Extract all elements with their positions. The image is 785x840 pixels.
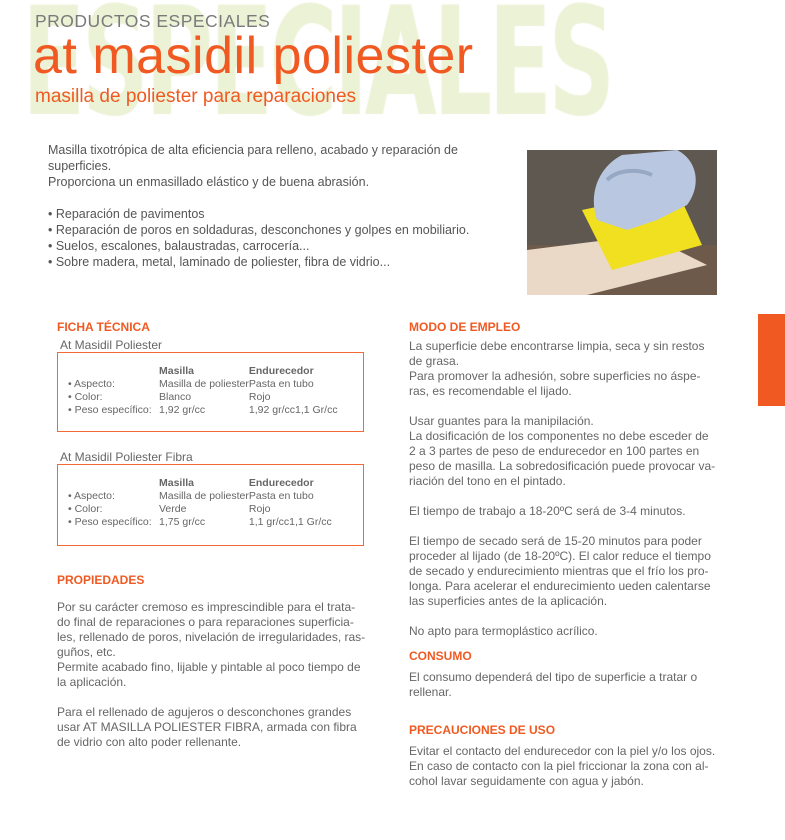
text-line: La dosificación de los componentes no debe esceder de (409, 429, 709, 443)
text-line: • Peso específico: (68, 404, 152, 416)
text-line: do final de reparaciones o para reparaciones superficia- (57, 615, 354, 629)
text-line: de secado y endurecimiento mientras que el frío los pro- (409, 564, 709, 578)
product-subtitle: masilla de poliester para reparaciones (35, 86, 357, 107)
intro-line: superficies. (48, 159, 112, 173)
intro-line: Proporciona un enmasillado elástico y de buena abrasión. (48, 175, 370, 189)
precauciones-text (409, 744, 715, 789)
text-line: No apto para termoplástico acrílico. (409, 624, 598, 638)
bullet-item: • Reparación de pavimentos (48, 207, 205, 221)
bullet-item: • Sobre madera, metal, laminado de poliester, fibra de vidrio... (48, 255, 391, 269)
text-line: Pasta en tubo (248, 490, 314, 502)
text-line: El tiempo de trabajo a 18-20ºC será de 3-4 minutos. (409, 504, 686, 518)
consumo-heading: CONSUMO (409, 649, 472, 663)
text-line: • Aspecto: (68, 490, 115, 502)
column-header: Endurecedor (248, 365, 314, 377)
text-line: Blanco (159, 391, 192, 403)
modo-empleo-text (409, 339, 715, 639)
text-line: la aplicación. (57, 675, 127, 689)
text-line: guños, etc. (57, 645, 116, 659)
text-line: Rojo (248, 503, 271, 515)
text-line: ras, es recomendable el lijado. (409, 384, 572, 398)
product-title: at masidil poliester (33, 27, 474, 85)
text-line: El tiempo de secado será de 15-20 minutos para poder (409, 534, 702, 548)
text-line: de vidrio con alto poder rellenante. (57, 735, 242, 749)
table-row (68, 391, 338, 404)
text-line: Para el rellenado de agujeros o desconchones grandes (57, 705, 352, 719)
section-tab-marker (758, 314, 785, 406)
text-line: Verde (159, 503, 187, 515)
column-header: Masilla (159, 477, 195, 489)
text-line: Pasta en tubo (248, 378, 314, 390)
spec-table (57, 464, 364, 546)
table-row (68, 404, 338, 417)
table-row (68, 378, 338, 391)
propiedades-heading: PROPIEDADES (57, 573, 145, 587)
text-line: 1,92 gr/cc (159, 404, 206, 416)
text-line: longa. Para acelerar el endurecimiento ueden calentarse (409, 579, 711, 593)
text-line: Masilla de poliester (159, 490, 249, 502)
text-line: riación del tono en el pintado. (409, 474, 566, 488)
bullet-item: • Suelos, escalones, balaustradas, carrocería... (48, 239, 310, 253)
text-line: las superficies antes de la aplicación. (409, 594, 608, 608)
column-header: Endurecedor (248, 477, 314, 489)
precauciones-heading: PRECAUCIONES DE USO (409, 723, 556, 737)
column-header: Masilla (159, 365, 195, 377)
modo-empleo-heading: MODO DE EMPLEO (409, 320, 521, 334)
text-line: 2 a 3 partes de peso de endurecedor en 100 partes en (409, 444, 700, 458)
text-line: rellenar. (409, 685, 452, 699)
text-line: de grasa. (409, 354, 460, 368)
table-row (68, 490, 332, 503)
text-line: proceder al lijado (de 18-20ºC). El calor reduce el tiempo (409, 549, 711, 563)
text-line: Usar guantes para la manipilación. (409, 414, 594, 428)
propiedades-text (57, 600, 365, 750)
text-line: En caso de contacto con la piel friccionar la zona con al- (409, 759, 709, 773)
text-line: • Color: (68, 503, 103, 515)
text-line: 1,75 gr/cc (159, 516, 206, 528)
text-line: • Aspecto: (68, 378, 115, 390)
text-line: El consumo dependerá del tipo de superficie a tratar o (409, 670, 698, 684)
bullet-item: • Reparación de poros en soldaduras, desconchones y golpes en mobiliario. (48, 223, 470, 237)
product-photo (527, 150, 717, 295)
text-line: peso de masilla. La sobredosificación puede provocar va- (409, 459, 716, 473)
text-line: les, rellenado de poros, nivelación de irregularidades, ras- (57, 630, 366, 644)
text-line: cohol lavar seguidamente con agua y jabón. (409, 774, 644, 788)
text-line: • Color: (68, 391, 103, 403)
ficha-tecnica-heading: FICHA TÉCNICA (57, 320, 150, 334)
table-row (68, 503, 332, 516)
product-name: At Masidil Poliester Fibra (60, 450, 193, 464)
intro-text (48, 142, 469, 270)
text-line: Permite acabado fino, lijable y pintable al poco tiempo de (57, 660, 361, 674)
consumo-text (409, 670, 697, 700)
text-line: 1,1 gr/cc1,1 Gr/cc (248, 516, 332, 528)
text-line: usar AT MASILLA POLIESTER FIBRA, armada con fibra (57, 720, 357, 734)
table-row (68, 516, 332, 529)
intro-line: Masilla tixotrópica de alta eficiencia para relleno, acabado y reparación de (48, 143, 458, 157)
text-line: • Peso específico: (68, 516, 152, 528)
category-label: PRODUCTOS ESPECIALES (35, 11, 271, 31)
text-line: 1,92 gr/cc1,1 Gr/cc (248, 404, 338, 416)
text-line: Por su carácter cremoso es imprescindible para el trata- (57, 600, 356, 614)
product-name: At Masidil Poliester (60, 338, 163, 352)
text-line: Rojo (248, 391, 271, 403)
spec-table (57, 352, 364, 432)
text-line: Masilla de poliester (159, 378, 249, 390)
text-line: Para promover la adhesión, sobre superficies no áspe- (409, 369, 701, 383)
text-line: La superficie debe encontrarse limpia, seca y sin restos (409, 339, 705, 353)
text-line: Evitar el contacto del endurecedor con la piel y/o los ojos. (409, 744, 716, 758)
